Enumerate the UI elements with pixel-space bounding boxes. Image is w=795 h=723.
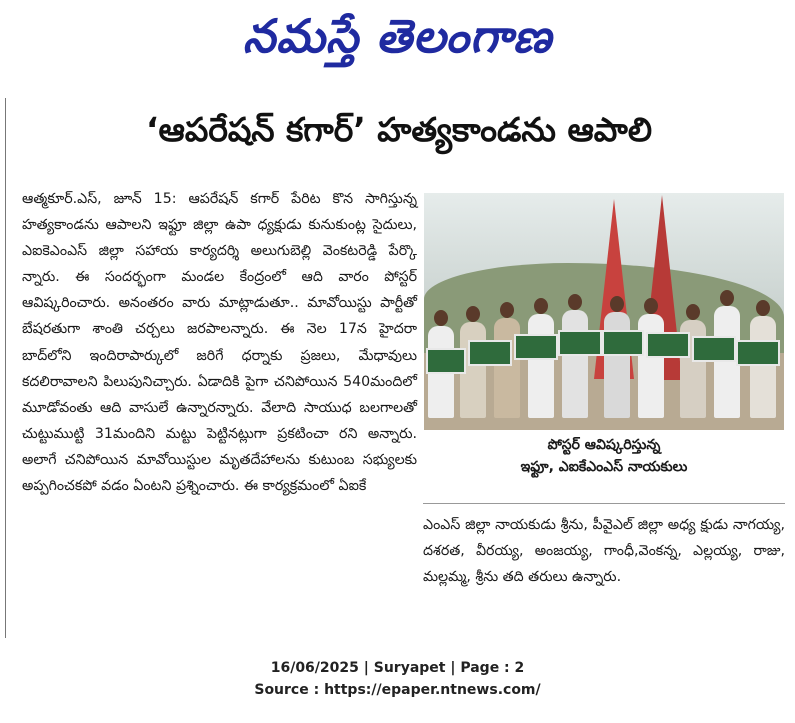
protest-poster [736,340,780,366]
photo-caption [424,434,784,478]
date-edition-page: 16/06/2025 | Suryapet | Page : 2 [270,660,525,676]
news-photo [424,193,784,430]
person-figure [604,312,630,418]
person-figure [750,316,776,418]
person-head [534,298,548,314]
group-of-people [424,288,784,418]
person-head [720,290,734,306]
person-head [686,304,700,320]
person-head [756,300,770,316]
person-figure [562,310,588,418]
photo-caption-line: ఇఫ్టూ, ఎఐకేఎంఎస్ నాయకులు [520,459,688,475]
person-head [610,296,624,312]
article-body-right [423,512,785,590]
protest-poster [646,332,690,358]
photo-caption-line: పోస్టర్ ఆవిష్కరిస్తున్న [547,437,661,453]
person-figure [494,318,520,418]
source-footer [0,657,795,701]
protest-poster [514,334,558,360]
protest-poster [602,330,644,356]
article-headline: ‘ఆపరేషన్ కగార్’ హత్యకాండను ఆపాలి [145,110,653,149]
person-head [434,310,448,326]
person-head [500,302,514,318]
protest-poster [426,348,466,374]
person-head [466,306,480,322]
person-head [644,298,658,314]
article-text-right: ఎంఎస్ జిల్లా నాయకుడు శ్రీను, పీవైఎల్ జిల్లా అధ్య క్షుడు నాగయ్య, దశరత, వీరయ్య, అంజయ్య, గాంధీ,వెంకన్న, ఎల్లయ్య, రాజు, మల్లమ్మ, శ్రీను తది తరులు ఉన్నారు. [423,517,785,586]
person-figure [528,314,554,418]
article-body-left [22,186,417,499]
protest-poster [468,340,512,366]
newspaper-masthead: నమస్తే తెలంగాణ [242,9,553,63]
source-url: Source : https://epaper.ntnews.com/ [254,682,541,698]
person-head [568,294,582,310]
article-text-left: ఆత్మకూర్.ఎస్, జూన్ 15: ఆపరేషన్ కగార్ పేరిట కొన సాగిస్తున్న హత్యకాండను ఆపాలని ఇఫ్టూ జిల్లా ఉపా ధ్యక్షుడు కునుకుంట్ల సైదులు, ఎఐకెఎంఎస్ జిల్లా సహాయ కార్యదర్శి అలుగుబెల్లి వెంకటరెడ్డి పేర్కొ న్నారు. ఈ సందర్భంగా మండల కేంద్రంలో ఆది వారం పోస్టర్ ఆవిష్కరించారు. అనంతరం వారు మాట్లాడుతూ.. మావోయిస్టు పార్టీతో బేషరతుగా శాంతి చర్చలు జరపాలన్నారు. ఈ నెల 17న హైదరా బాద్‌లోని ఇందిరాపార్కులో జరిగే ధర్నాకు ప్రజలు, మేధావులు కదలిరావాలని పిలుపునిచ్చారు. ఏడాదికి పైగా చనిపోయిన 540మందిలో మూడోవంతు ఆది వాసులే ఉన్నారన్నారు. వేలాది సాయుధ బలగాలతో చుట్టుముట్టి 31మందిని మట్టు పెట్టినట్లుగా ప్రకటించా రని అన్నారు. అలాగే చనిపోయిన మావోయిస్టుల మృతదేహాలను కుటుంబ సభ్యులకు అప్పగించకపో వడం ఏంటని ప్రశ్నించారు. ఈ కార్యక్రమంలో ఏఐకే [22,191,417,495]
column-rule [5,98,6,638]
caption-divider [423,503,785,504]
protest-poster [692,336,736,362]
protest-poster [558,330,602,356]
